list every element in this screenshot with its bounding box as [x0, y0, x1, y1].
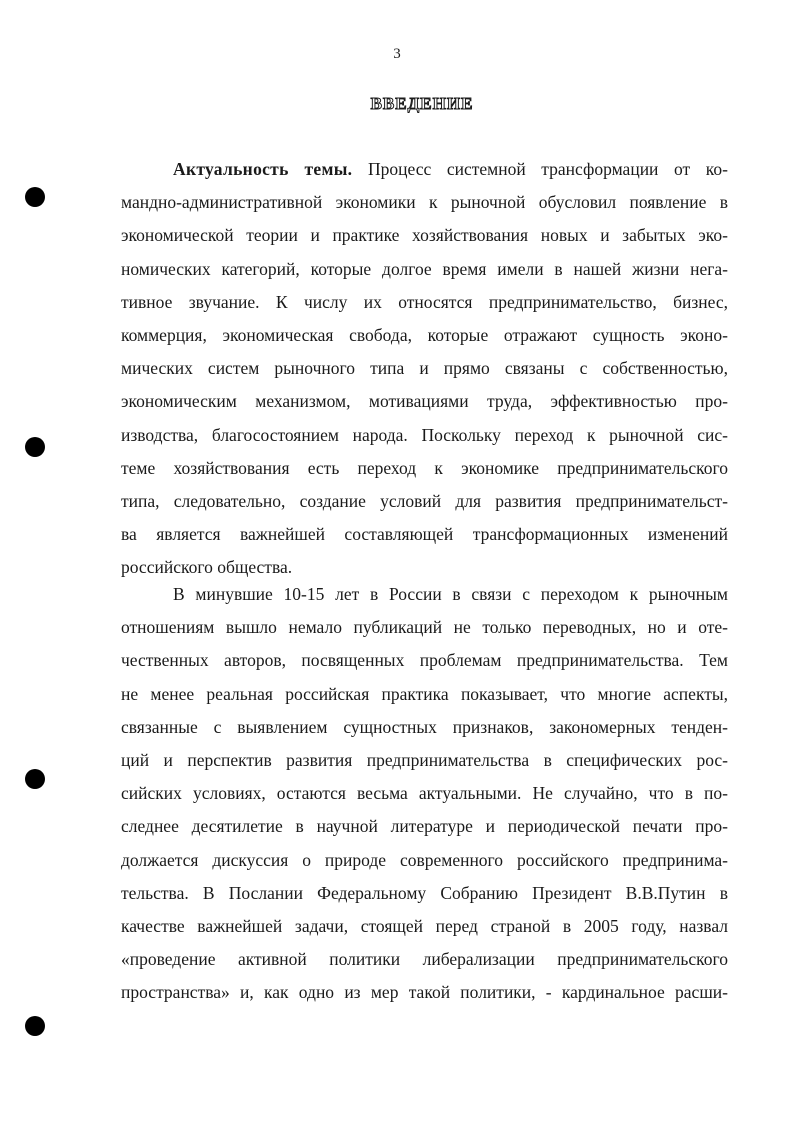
text-line: чественных авторов, посвященных проблемам предпринимательства. Тем	[121, 650, 728, 671]
text-line: тельства. В Послании Федеральному Собранию Президент В.В.Путин в	[121, 882, 728, 903]
text-line: тивное звучание. К числу их относятся предпринимательство, бизнес,	[121, 291, 728, 312]
text-line: В минувшие 10-15 лет в России в связи с переходом к рыночным	[173, 584, 728, 604]
text-line: экономической теории и практике хозяйствования новых и забытых эко-	[121, 225, 728, 246]
text-line: теме хозяйствования есть переход к экономике предпринимательского	[121, 457, 728, 478]
binder-hole	[25, 437, 45, 457]
text-line: мических систем рыночного типа и прямо связаны с собственностью,	[121, 358, 728, 379]
binder-hole	[25, 187, 45, 207]
text-line: ций и перспектив развития предпринимательства в специфических рос-	[121, 749, 728, 770]
page-number: 3	[393, 46, 401, 62]
text-line: мандно-административной экономики к рыночной обусловил появление в	[121, 192, 728, 213]
text-line: не менее реальная российская практика показывает, что многие аспекты,	[121, 683, 728, 704]
section-lead: Актуальность темы.	[173, 159, 353, 179]
text-line: следнее десятилетие в научной литературе и периодической печати про-	[121, 816, 728, 837]
binder-hole	[25, 1016, 45, 1036]
text-line: сийских условиях, остаются весьма актуальными. Не случайно, что в по-	[121, 783, 728, 804]
text-line: пространства» и, как одно из мер такой политики, - кардинальное расши-	[121, 982, 728, 1003]
text-line: должается дискуссия о природе современного российского предпринима-	[121, 849, 728, 870]
paragraph-relevance	[121, 153, 728, 584]
text-line: «проведение активной политики либерализации предпринимательского	[121, 949, 728, 970]
text-line: экономическим механизмом, мотивациями труда, эффективностью про-	[121, 391, 728, 412]
text-line: коммерция, экономическая свобода, которые отражают сущность эконо-	[121, 324, 728, 345]
text-line: связанные с выявлением сущностных признаков, закономерных тенден-	[121, 716, 728, 737]
page-title: ВВЕДЕНИЕ	[370, 94, 474, 113]
text-line: российского общества.	[121, 557, 293, 578]
paragraph-literature	[121, 578, 728, 1009]
text-line: номических категорий, которые долгое время имели в нашей жизни нега-	[121, 258, 728, 279]
binder-hole	[25, 769, 45, 789]
text-line: изводства, благосостоянием народа. Поскольку переход к рыночной сис-	[121, 424, 728, 445]
text-line	[121, 153, 728, 186]
text-line: качестве важнейшей задачи, стоящей перед страной в 2005 году, назвал	[121, 915, 728, 936]
text-line: ва является важнейшей составляющей трансформационных изменений	[121, 524, 728, 545]
text-line-content: Процесс системной трансформации от ко-	[352, 159, 728, 179]
text-line: отношениям вышло немало публикаций не только переводных, но и оте-	[121, 617, 728, 638]
text-line: типа, следовательно, создание условий для развития предпринимательст-	[121, 490, 728, 511]
